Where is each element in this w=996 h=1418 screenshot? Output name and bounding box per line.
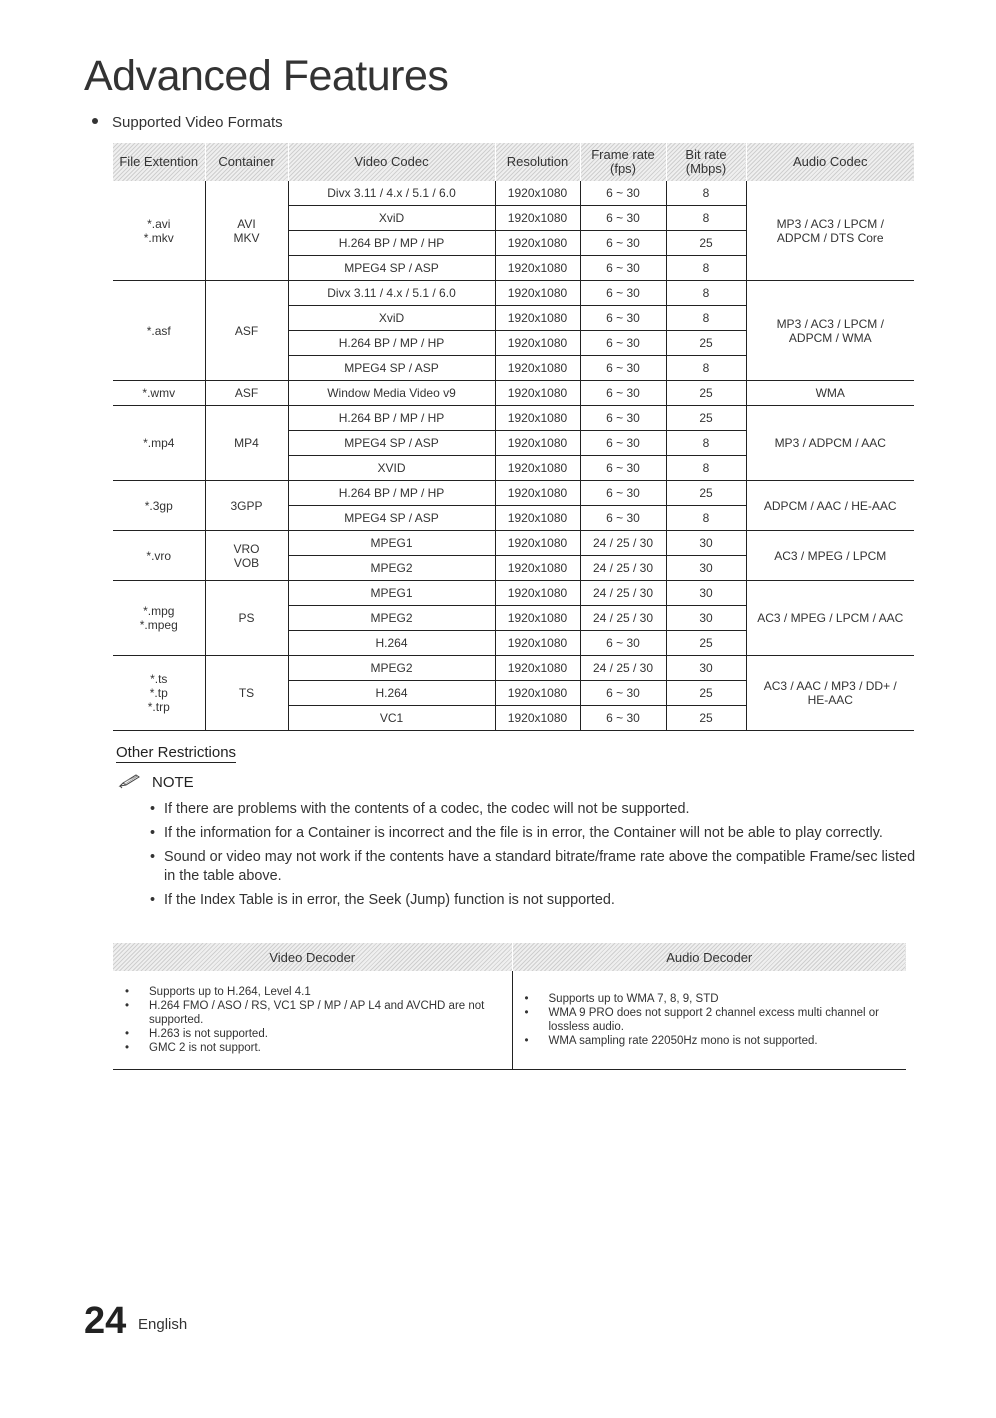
table-row	[113, 656, 914, 681]
cell-video-codec: MPEG2	[288, 606, 495, 631]
cell-file-extension: *.ts *.tp *.trp	[113, 656, 205, 731]
video-decoder-item: • Supports up to H.264, Level 4.1	[125, 985, 504, 999]
section-title-text: Supported Video Formats	[112, 114, 283, 131]
cell-frame-rate: 6 ~ 30	[580, 256, 666, 281]
note-item: • If the information for a Container is incorrect and the file is in error, the Container will not be able to play correctly.	[150, 824, 920, 843]
cell-bit-rate: 8	[666, 356, 746, 381]
cell-resolution: 1920x1080	[495, 606, 580, 631]
table-row	[113, 181, 914, 206]
note-item: • If the Index Table is in error, the Seek (Jump) function is not supported.	[150, 891, 920, 910]
cell-bit-rate: 25	[666, 681, 746, 706]
header-resolution: Resolution	[495, 143, 580, 181]
header-frame-rate: Frame rate (fps)	[580, 143, 666, 181]
cell-video-codec: H.264 BP / MP / HP	[288, 406, 495, 431]
cell-frame-rate: 6 ~ 30	[580, 356, 666, 381]
decoder-table	[113, 943, 906, 1070]
cell-video-codec: MPEG2	[288, 556, 495, 581]
video-formats-table-body	[113, 181, 914, 731]
cell-video-codec: MPEG4 SP / ASP	[288, 256, 495, 281]
header-video-decoder: Video Decoder	[113, 943, 512, 971]
cell-resolution: 1920x1080	[495, 681, 580, 706]
cell-audio-codec: MP3 / AC3 / LPCM / ADPCM / DTS Core	[746, 181, 914, 281]
cell-bit-rate: 25	[666, 331, 746, 356]
cell-resolution: 1920x1080	[495, 406, 580, 431]
table-row	[113, 281, 914, 306]
video-decoder-item: • H.264 FMO / ASO / RS, VC1 SP / MP / AP L4 and AVCHD are not supported.	[125, 999, 504, 1027]
cell-resolution: 1920x1080	[495, 656, 580, 681]
cell-video-codec: MPEG2	[288, 656, 495, 681]
cell-file-extension: *.3gp	[113, 481, 205, 531]
cell-container: ASF	[205, 281, 288, 381]
cell-container: ASF	[205, 381, 288, 406]
header-audio-decoder: Audio Decoder	[512, 943, 906, 971]
cell-bit-rate: 8	[666, 206, 746, 231]
cell-bit-rate: 8	[666, 181, 746, 206]
table-header-row	[113, 143, 914, 181]
cell-container: AVI MKV	[205, 181, 288, 281]
cell-bit-rate: 25	[666, 381, 746, 406]
cell-bit-rate: 25	[666, 631, 746, 656]
cell-bit-rate: 8	[666, 431, 746, 456]
page-title: Advanced Features	[84, 52, 449, 100]
cell-frame-rate: 24 / 25 / 30	[580, 656, 666, 681]
cell-video-codec: XVID	[288, 456, 495, 481]
table-row	[113, 381, 914, 406]
video-decoder-list	[113, 985, 512, 1055]
cell-bit-rate: 30	[666, 581, 746, 606]
cell-frame-rate: 6 ~ 30	[580, 381, 666, 406]
cell-container: VRO VOB	[205, 531, 288, 581]
cell-bit-rate: 25	[666, 231, 746, 256]
cell-frame-rate: 6 ~ 30	[580, 706, 666, 731]
note-label: NOTE	[152, 774, 194, 791]
cell-video-codec: Window Media Video v9	[288, 381, 495, 406]
bullet-icon	[92, 118, 98, 124]
cell-frame-rate: 6 ~ 30	[580, 206, 666, 231]
cell-video-codec: H.264 BP / MP / HP	[288, 331, 495, 356]
note-item: • Sound or video may not work if the contents have a standard bitrate/frame rate above the compatible Frame/sec listed in the table above.	[150, 848, 920, 886]
cell-video-codec: H.264	[288, 631, 495, 656]
cell-bit-rate: 8	[666, 456, 746, 481]
cell-resolution: 1920x1080	[495, 256, 580, 281]
cell-frame-rate: 24 / 25 / 30	[580, 581, 666, 606]
cell-frame-rate: 6 ~ 30	[580, 431, 666, 456]
cell-resolution: 1920x1080	[495, 631, 580, 656]
page-number: 24	[84, 1300, 127, 1342]
cell-resolution: 1920x1080	[495, 431, 580, 456]
audio-decoder-item: • WMA sampling rate 22050Hz mono is not supported.	[525, 1034, 899, 1048]
cell-resolution: 1920x1080	[495, 506, 580, 531]
cell-bit-rate: 30	[666, 656, 746, 681]
cell-audio-codec: MP3 / ADPCM / AAC	[746, 406, 914, 481]
table-row	[113, 481, 914, 506]
cell-resolution: 1920x1080	[495, 456, 580, 481]
cell-bit-rate: 25	[666, 481, 746, 506]
cell-audio-codec: AC3 / AAC / MP3 / DD+ / HE-AAC	[746, 656, 914, 731]
table-row	[113, 406, 914, 431]
cell-frame-rate: 6 ~ 30	[580, 231, 666, 256]
cell-file-extension: *.avi *.mkv	[113, 181, 205, 281]
audio-decoder-item: • Supports up to WMA 7, 8, 9, STD	[525, 992, 899, 1006]
cell-audio-codec: MP3 / AC3 / LPCM / ADPCM / WMA	[746, 281, 914, 381]
table-row	[113, 581, 914, 606]
cell-file-extension: *.wmv	[113, 381, 205, 406]
cell-frame-rate: 6 ~ 30	[580, 181, 666, 206]
cell-frame-rate: 6 ~ 30	[580, 406, 666, 431]
video-formats-table	[113, 143, 914, 731]
cell-audio-codec: ADPCM / AAC / HE-AAC	[746, 481, 914, 531]
cell-video-codec: XviD	[288, 306, 495, 331]
cell-video-codec: Divx 3.11 / 4.x / 5.1 / 6.0	[288, 181, 495, 206]
cell-frame-rate: 6 ~ 30	[580, 631, 666, 656]
cell-resolution: 1920x1080	[495, 281, 580, 306]
decoder-header-row	[113, 943, 906, 971]
cell-frame-rate: 6 ~ 30	[580, 456, 666, 481]
cell-container: 3GPP	[205, 481, 288, 531]
cell-bit-rate: 25	[666, 406, 746, 431]
header-video-codec: Video Codec	[288, 143, 495, 181]
cell-video-codec: XviD	[288, 206, 495, 231]
cell-bit-rate: 8	[666, 256, 746, 281]
cell-video-codec: VC1	[288, 706, 495, 731]
cell-video-codec: MPEG4 SP / ASP	[288, 356, 495, 381]
cell-frame-rate: 24 / 25 / 30	[580, 606, 666, 631]
cell-frame-rate: 6 ~ 30	[580, 306, 666, 331]
section-title	[92, 114, 283, 131]
cell-video-codec: MPEG4 SP / ASP	[288, 506, 495, 531]
cell-video-codec: MPEG1	[288, 581, 495, 606]
header-file-extention: File Extention	[113, 143, 205, 181]
note-heading	[118, 774, 194, 791]
cell-video-codec: MPEG4 SP / ASP	[288, 431, 495, 456]
cell-bit-rate: 30	[666, 606, 746, 631]
cell-file-extension: *.mp4	[113, 406, 205, 481]
cell-video-codec: H.264 BP / MP / HP	[288, 231, 495, 256]
cell-frame-rate: 24 / 25 / 30	[580, 531, 666, 556]
page-language: English	[138, 1316, 188, 1333]
cell-video-codec: H.264	[288, 681, 495, 706]
note-list	[150, 800, 920, 915]
cell-audio-codec: WMA	[746, 381, 914, 406]
cell-resolution: 1920x1080	[495, 481, 580, 506]
cell-resolution: 1920x1080	[495, 356, 580, 381]
audio-decoder-item: • WMA 9 PRO does not support 2 channel excess multi channel or lossless audio.	[525, 1006, 899, 1034]
cell-frame-rate: 6 ~ 30	[580, 506, 666, 531]
cell-resolution: 1920x1080	[495, 331, 580, 356]
audio-decoder-list	[513, 992, 907, 1048]
cell-container: PS	[205, 581, 288, 656]
cell-frame-rate: 24 / 25 / 30	[580, 556, 666, 581]
cell-frame-rate: 6 ~ 30	[580, 331, 666, 356]
cell-bit-rate: 8	[666, 281, 746, 306]
cell-bit-rate: 25	[666, 706, 746, 731]
cell-resolution: 1920x1080	[495, 531, 580, 556]
cell-bit-rate: 30	[666, 531, 746, 556]
audio-decoder-cell	[512, 971, 906, 1070]
note-item: • If there are problems with the contents of a codec, the codec will not be supported.	[150, 800, 920, 819]
video-decoder-cell	[113, 971, 512, 1070]
cell-bit-rate: 8	[666, 306, 746, 331]
cell-frame-rate: 6 ~ 30	[580, 481, 666, 506]
cell-video-codec: MPEG1	[288, 531, 495, 556]
other-restrictions-title: Other Restrictions	[116, 744, 237, 761]
cell-bit-rate: 8	[666, 506, 746, 531]
cell-audio-codec: AC3 / MPEG / LPCM	[746, 531, 914, 581]
pencil-note-icon	[118, 773, 144, 789]
cell-resolution: 1920x1080	[495, 181, 580, 206]
header-container: Container	[205, 143, 288, 181]
cell-resolution: 1920x1080	[495, 556, 580, 581]
header-bit-rate: Bit rate (Mbps)	[666, 143, 746, 181]
header-audio-codec: Audio Codec	[746, 143, 914, 181]
decoder-row	[113, 971, 906, 1070]
cell-file-extension: *.mpg *.mpeg	[113, 581, 205, 656]
cell-resolution: 1920x1080	[495, 706, 580, 731]
cell-resolution: 1920x1080	[495, 231, 580, 256]
cell-resolution: 1920x1080	[495, 381, 580, 406]
cell-frame-rate: 6 ~ 30	[580, 681, 666, 706]
cell-video-codec: H.264 BP / MP / HP	[288, 481, 495, 506]
cell-container: TS	[205, 656, 288, 731]
cell-resolution: 1920x1080	[495, 306, 580, 331]
cell-file-extension: *.vro	[113, 531, 205, 581]
table-row	[113, 531, 914, 556]
cell-resolution: 1920x1080	[495, 581, 580, 606]
cell-audio-codec: AC3 / MPEG / LPCM / AAC	[746, 581, 914, 656]
cell-resolution: 1920x1080	[495, 206, 580, 231]
cell-bit-rate: 30	[666, 556, 746, 581]
video-decoder-item: • GMC 2 is not support.	[125, 1041, 504, 1055]
cell-container: MP4	[205, 406, 288, 481]
cell-video-codec: Divx 3.11 / 4.x / 5.1 / 6.0	[288, 281, 495, 306]
video-decoder-item: • H.263 is not supported.	[125, 1027, 504, 1041]
cell-file-extension: *.asf	[113, 281, 205, 381]
cell-frame-rate: 6 ~ 30	[580, 281, 666, 306]
